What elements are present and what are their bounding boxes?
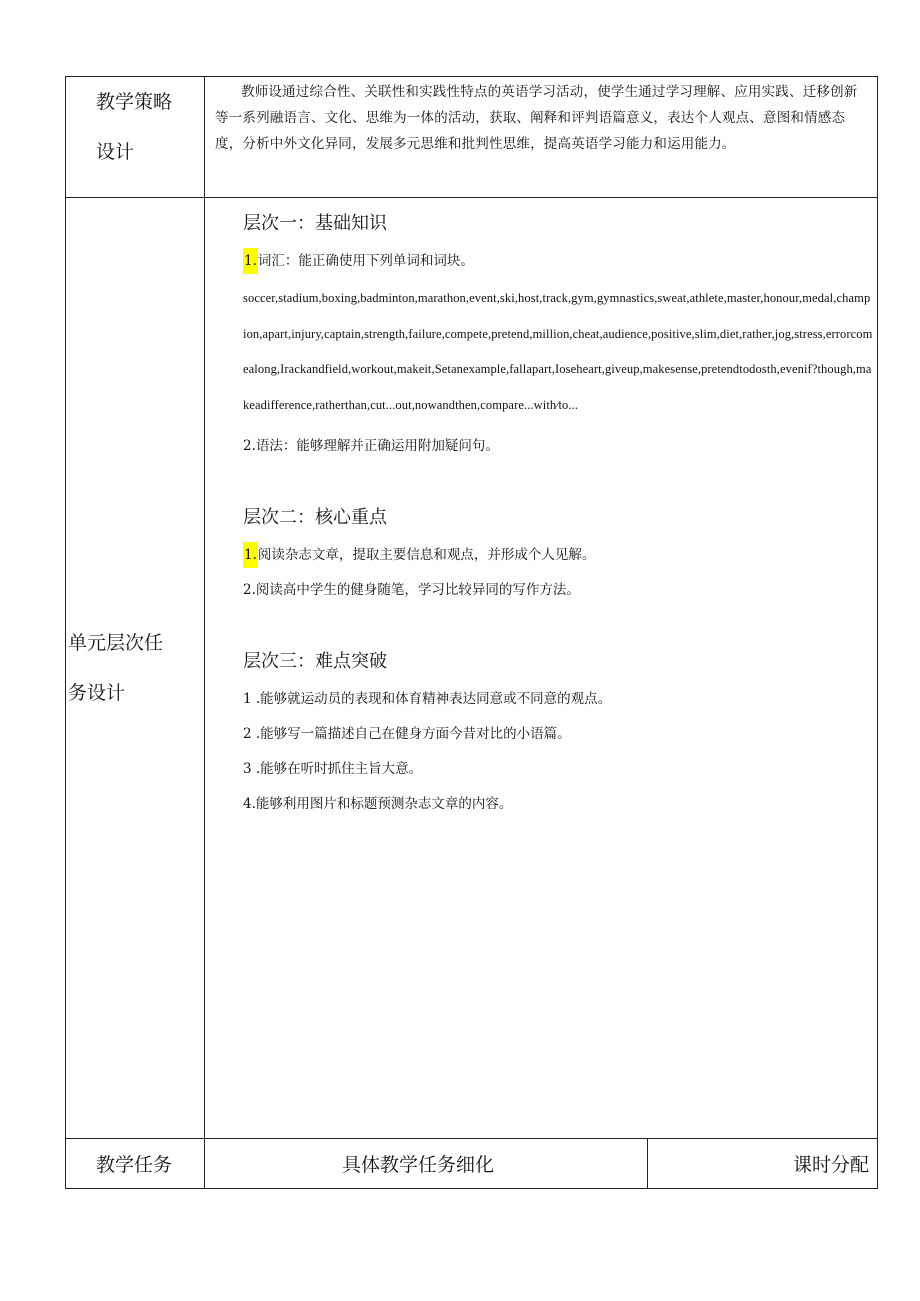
unit-tasks-row	[66, 198, 878, 1139]
strategy-text: 教师设通过综合性、关联性和实践性特点的英语学习活动，使学生通过学习理解、应用实践、迁移创新等一系列融语言、文化、思维为一体的活动，获取、阐释和评判语篇意义，表达个人观点、意图和情感态度，分析中外文化异同，发展多元思维和批判性思维，提高英语学习能力和运用能力。	[215, 84, 858, 152]
unit-tasks-label-line1: 单元层次任	[68, 632, 164, 654]
level1-title: 层次一：基础知识	[243, 213, 387, 234]
level1-item2: 2.语法：能够理解并正确运用附加疑问句。	[243, 438, 499, 454]
level3-item2: 2 .能够写一篇描述自己在健身方面今昔对比的小语篇。	[243, 726, 571, 742]
level3-item1: 1 .能够就运动员的表现和体育精神表达同意或不同意的观点。	[243, 691, 612, 707]
footer-hour-allocation: 课时分配	[648, 1139, 878, 1189]
strategy-text-cell	[205, 77, 878, 198]
level3-item3: 3 .能够在听时抓住主旨大意。	[243, 761, 423, 777]
unit-tasks-label-line2: 务设计	[68, 682, 126, 704]
level3-title: 层次三：难点突破	[243, 651, 387, 672]
level2-item1-number: 1.	[243, 542, 258, 568]
strategy-row	[66, 77, 878, 198]
vocabulary-list: soccer,stadium,boxing,badminton,marathon,event,ski,host,track,gym,gymnastics,sweat,athlete,master,honour,medal,champion,apart,injury,captain,strength,failure,compete,pretend,million,cheat,audience,positive,slim,diet,rather,jog,stress,errorcomealong,Irackandfield,workout,makeit,Setanexample,fallapart,Ioseheart,giveup,makesense,pretendtodosth,evenif?though,makeadifference,ratherthan,cut...out,nowandthen,compare...with∕to...	[243, 291, 873, 412]
strategy-label-cell	[66, 77, 205, 198]
level1-item1	[243, 244, 873, 279]
level2-item2: 2.阅读高中学生的健身随笔，学习比较异同的写作方法。	[243, 582, 580, 598]
level3-item4: 4.能够利用图片和标题预测杂志文章的内容。	[243, 796, 513, 812]
plan-table	[65, 76, 878, 1189]
footer-task-detail: 具体教学任务细化	[205, 1139, 648, 1189]
footer-header-row	[66, 1139, 878, 1189]
level1-item1-number: 1.	[243, 248, 258, 274]
footer-teaching-task: 教学任务	[66, 1139, 205, 1189]
level2-title: 层次二：核心重点	[243, 507, 387, 528]
level2-item1-text: 阅读杂志文章，提取主要信息和观点，并形成个人见解。	[257, 547, 596, 563]
strategy-label-line1: 教学策略	[96, 91, 173, 113]
level2-item1	[243, 538, 873, 573]
unit-tasks-content-cell	[205, 198, 878, 1139]
unit-tasks-label-cell	[66, 198, 205, 1139]
strategy-label-line2: 设计	[96, 141, 135, 163]
level1-item1-text: 词汇：能正确使用下列单词和词块。	[257, 253, 474, 269]
